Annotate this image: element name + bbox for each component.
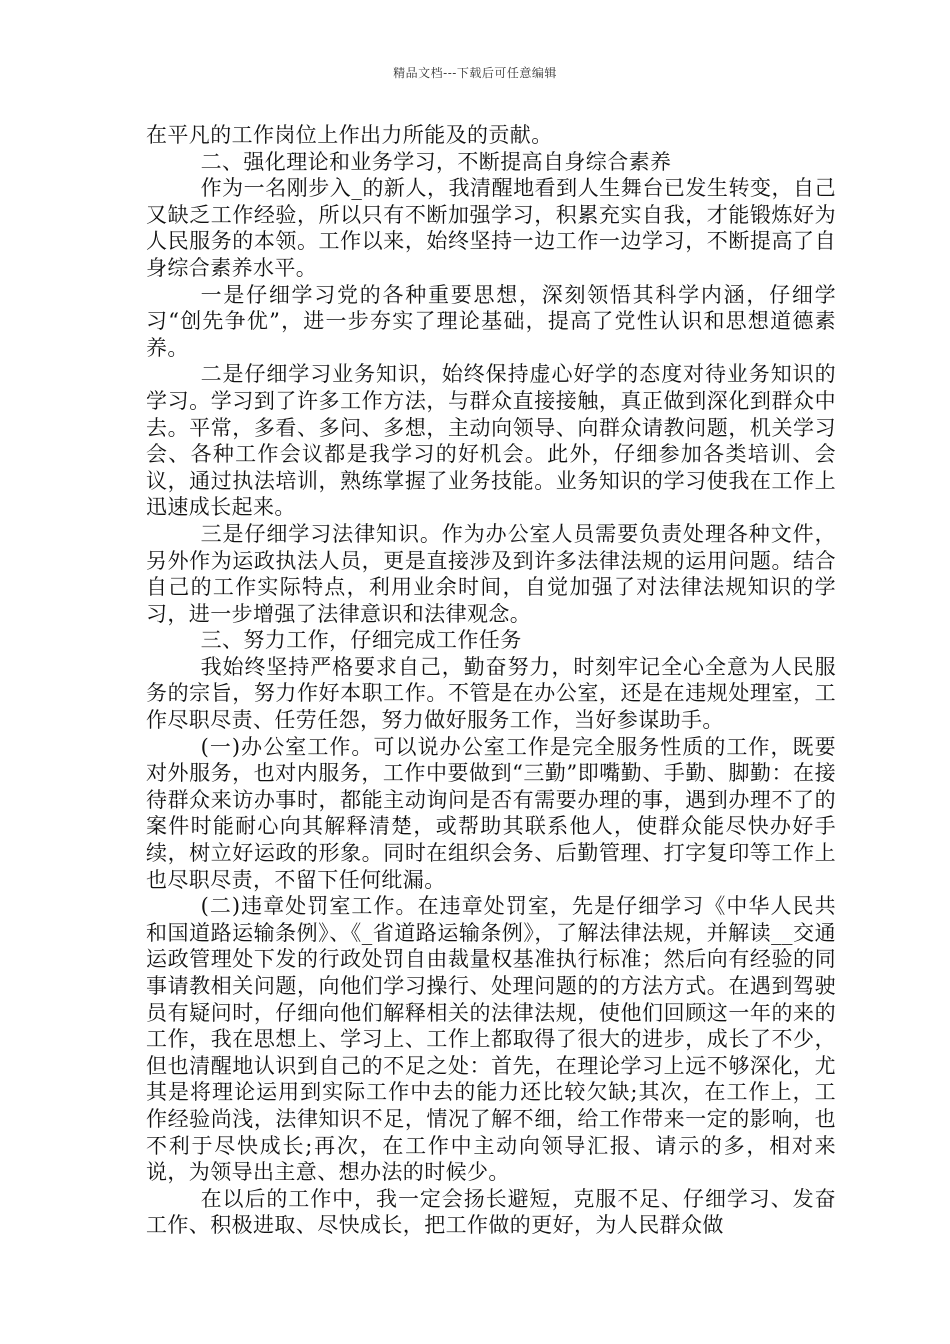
paragraph: 在平凡的工作岗位上作出力所能及的贡献。	[146, 123, 553, 147]
document-body	[146, 122, 836, 1239]
paragraph: (二)违章处罚室工作。在违章处罚室，先是仔细学习《中华人民共和国道路运输条例》、《_省道路运输条例》，了解法律法规，并解读__交通运政管理处下发的行政处罚自由裁量权基准执行标准；然后向有经验的同事请教相关问题，向他们学习操行、处理问题的的方法方式。在遇到驾驶员有疑问时，仔细向他们解释相关的法律法规，使他们回顾这一年的来的工作，我在思想上、学习上、工作上都取得了很大的进步，成长了不少，但也清醒地认识到自己的不足之处：首先，在理论学习上远不够深化，尤其是将理论运用到实际工作中去的能力还比较欠缺;其次，在工作上，工作经验尚浅，法律知识不足，情况了解不细，给工作带来一定的影响，也不利于尽快成长;再次，在工作中主动向领导汇报、请示的多，相对来说，为领导出主意、想办法的时候少。	[146, 894, 836, 1185]
paragraph: (一)办公室工作。可以说办公室工作是完全服务性质的工作，既要对外服务，也对内服务，工作中要做到“三勤”即嘴勤、手勤、脚勤：在接待群众来访办事时，都能主动询问是否有需要办理的事，遇到办理不了的案件时能耐心向其解释清楚，或帮助其联系他人，使群众能尽快办好手续，树立好运政的形象。同时在组织会务、后勤管理、打字复印等工作上也尽职尽责，不留下任何纰漏。	[146, 734, 836, 892]
paragraph: 三是仔细学习法律知识。作为办公室人员需要负责处理各种文件，另外作为运政执法人员，更是直接涉及到许多法律法规的运用问题。结合自己的工作实际特点，利用业余时间，自觉加强了对法律法规知识的学习，进一步增强了法律意识和法律观念。	[146, 521, 836, 626]
paragraph: 在以后的工作中，我一定会扬长避短，克服不足、仔细学习、发奋工作、积极进取、尽快成长，把工作做的更好，为人民群众做	[146, 1186, 836, 1238]
section-heading: 二、强化理论和业务学习，不断提高自身综合素养	[200, 149, 672, 174]
section-heading: 三、努力工作，仔细完成工作任务	[200, 628, 522, 653]
paragraph: 一是仔细学习党的各种重要思想，深刻领悟其科学内涵，仔细学习“创先争优”，进一步夯实了理论基础，提高了党性认识和思想道德素养。	[146, 282, 836, 360]
paragraph: 二是仔细学习业务知识，始终保持虚心好学的态度对待业务知识的学习。学习到了许多工作方法，与群众直接接触，真正做到深化到群众中去。平常，多看、多问、多想，主动向领导、向群众请教问题，机关学习会、各种工作会议都是我学习的好机会。此外，仔细参加各类培训、会议，通过执法培训，熟练掌握了业务技能。业务知识的学习使我在工作上迅速成长起来。	[146, 362, 836, 520]
paragraph: 我始终坚持严格要求自己，勤奋努力，时刻牢记全心全意为人民服务的宗旨，努力作好本职工作。不管是在办公室，还是在违规处理室，工作尽职尽责、任劳任怨，努力做好服务工作，当好参谋助手。	[146, 654, 836, 733]
page-header: 精品文档---下载后可任意编辑	[393, 66, 557, 80]
paragraph: 作为一名刚步入_的新人，我清醒地看到人生舞台已发生转变，自己又缺乏工作经验，所以只有不断加强学习，积累充实自我，才能锻炼好为人民服务的本领。工作以来，始终坚持一边工作一边学习，不断提高了自身综合素养水平。	[146, 176, 836, 280]
